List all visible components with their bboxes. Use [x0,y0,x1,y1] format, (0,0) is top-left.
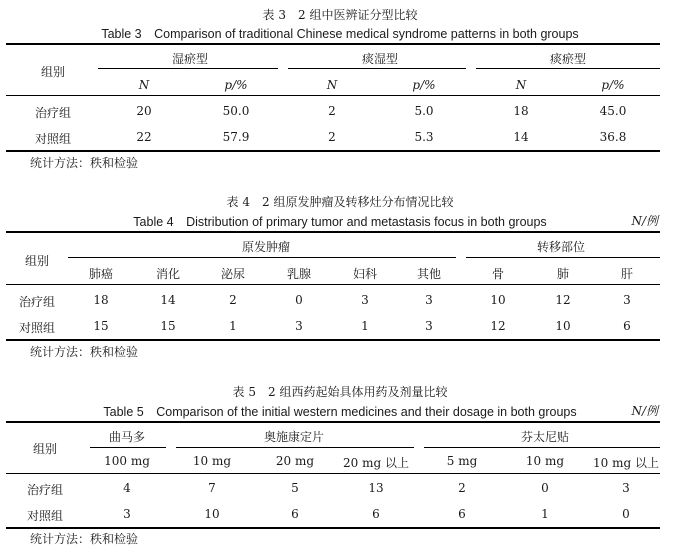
table-5-group-rule [90,447,166,448]
table-3-cell: 2 [328,104,336,118]
table-5-cell: 13 [368,481,384,495]
table-3-subheader: N [515,78,527,92]
table-3-subheader: p/% [224,78,248,92]
table-5-cell: 5 [291,481,299,495]
table-5-group-rule [176,447,414,448]
table-4-caption-en: Table 4 Distribution of primary tumor and metastasis focus in both groups [133,215,547,229]
table-5-group-1: 曲马多 [108,430,146,444]
table-5-cell: 6 [291,507,299,521]
table-4-cell: 2 [229,293,237,307]
table-3-caption-en: Table 3 Comparison of traditional Chinese medical syndrome patterns in both groups [101,27,579,41]
table-4-cell: 6 [623,319,631,333]
table-5-note: 统计方法：秩和检验 [30,532,139,546]
table-3-subheader: p/% [412,78,436,92]
table-3-cell: 2 [328,130,336,144]
table-5-group-rule [424,447,660,448]
table-5-caption-cn: 表 5 2 组西药起始具体用药及剂量比较 [232,385,448,399]
table-4-subheader: 消化 [155,267,181,281]
table-3-group-2: 痰湿型 [361,52,399,66]
table-5-cell: 6 [458,507,466,521]
table-4-row-label: 对照组 [18,321,56,335]
table-3-subheader: p/% [601,78,625,92]
table-4-cell: 18 [93,293,109,307]
table-5-cell: 4 [123,481,131,495]
table-4-note: 统计方法：秩和检验 [30,345,139,359]
table-4-cell: 12 [490,319,506,333]
table-4-subheader: 泌尿 [220,267,246,281]
table-5-row-header: 组别 [32,442,58,456]
table-5-row-label: 治疗组 [26,483,64,497]
table-3-cell: 45.0 [599,104,627,118]
table-3-cell: 18 [513,104,529,118]
table-3-group-1: 湿瘀型 [171,52,209,66]
table-5-subheader: 5 mg [446,454,478,468]
table-4-cell: 3 [623,293,631,307]
table-3-row-header: 组别 [40,65,66,79]
table-3-cell: 20 [136,104,152,118]
table-5-subheader: 10 mg 以上 [593,456,659,470]
table-5-cell: 3 [123,507,131,521]
table-5-row-label: 对照组 [26,509,64,523]
table-4-cell: 15 [93,319,109,333]
table-4-group-2: 转移部位 [536,240,586,254]
table-5-cell: 0 [622,507,630,521]
table-4-cell: 1 [361,319,369,333]
table-4-cell: 3 [425,319,433,333]
table-5-subheader: 100 mg [104,454,150,468]
table-4-cell: 3 [361,293,369,307]
table-3-note: 统计方法：秩和检验 [30,156,139,170]
table-5-group-3: 芬太尼贴 [520,430,570,444]
table-5-cell: 1 [541,507,549,521]
table-4-cell: 12 [555,293,571,307]
table-4-subheader: 肺癌 [88,267,114,281]
table-4-cell: 3 [425,293,433,307]
table-4-caption-cn: 表 4 2 组原发肿瘤及转移灶分布情况比较 [226,195,454,209]
table-5-unit: N/例 [631,404,658,418]
table-5-cell: 0 [541,481,549,495]
table-5-subheader: 20 mg 以上 [343,456,409,470]
table-3-caption-cn: 表 3 2 组中医辨证分型比较 [262,8,418,22]
table-5-subheader: 10 mg [525,454,565,468]
table-3-subheader: N [326,78,338,92]
table-3-cell: 57.9 [222,130,250,144]
table-4-cell: 3 [295,319,303,333]
table-4-cell: 10 [555,319,571,333]
table-5-cell: 10 [204,507,220,521]
table-4-row-label: 治疗组 [18,295,56,309]
table-3-cell: 5.0 [414,104,434,118]
table-4-subheader: 乳腺 [286,267,312,281]
table-5-group-2: 奥施康定片 [263,430,325,444]
table-5-cell: 2 [458,481,466,495]
table-5-cell: 7 [208,481,216,495]
table-4-cell: 15 [160,319,176,333]
table-4-cell: 10 [490,293,506,307]
table-3-cell: 14 [513,130,529,144]
table-4-subheader: 其他 [416,267,442,281]
table-4-subheader: 肝 [620,267,634,281]
table-4-cell: 14 [160,293,176,307]
table-3-group-3: 痰瘀型 [549,52,587,66]
table-4-subheader: 骨 [491,267,505,281]
table-4-subheader: 肺 [556,267,570,281]
table-3-cell: 22 [136,130,152,144]
table-3-row-label: 对照组 [34,132,72,146]
table-5-top-rule [6,421,660,423]
table-5-bottom-rule [6,527,660,529]
table-5-subheader: 10 mg [192,454,232,468]
table-4-group-1: 原发肿瘤 [241,240,291,254]
table-4-row-header: 组别 [24,254,50,268]
table-3-subheader: N [138,78,150,92]
table-5-caption-en: Table 5 Comparison of the initial western medicines and their dosage in both groups [103,405,577,419]
table-5-subheader: 20 mg [275,454,315,468]
table-5-cell: 3 [622,481,630,495]
table-5-cell: 6 [372,507,380,521]
table-4-cell: 0 [295,293,303,307]
table-3-cell: 50.0 [222,104,250,118]
table-3-row-label: 治疗组 [34,106,72,120]
table-4-cell: 1 [229,319,237,333]
table-3-cell: 36.8 [599,130,627,144]
table-4-subheader: 妇科 [352,267,378,281]
table-5-header-rule [6,473,660,474]
table-3-cell: 5.3 [414,130,434,144]
table-4-unit: N/例 [631,214,658,228]
